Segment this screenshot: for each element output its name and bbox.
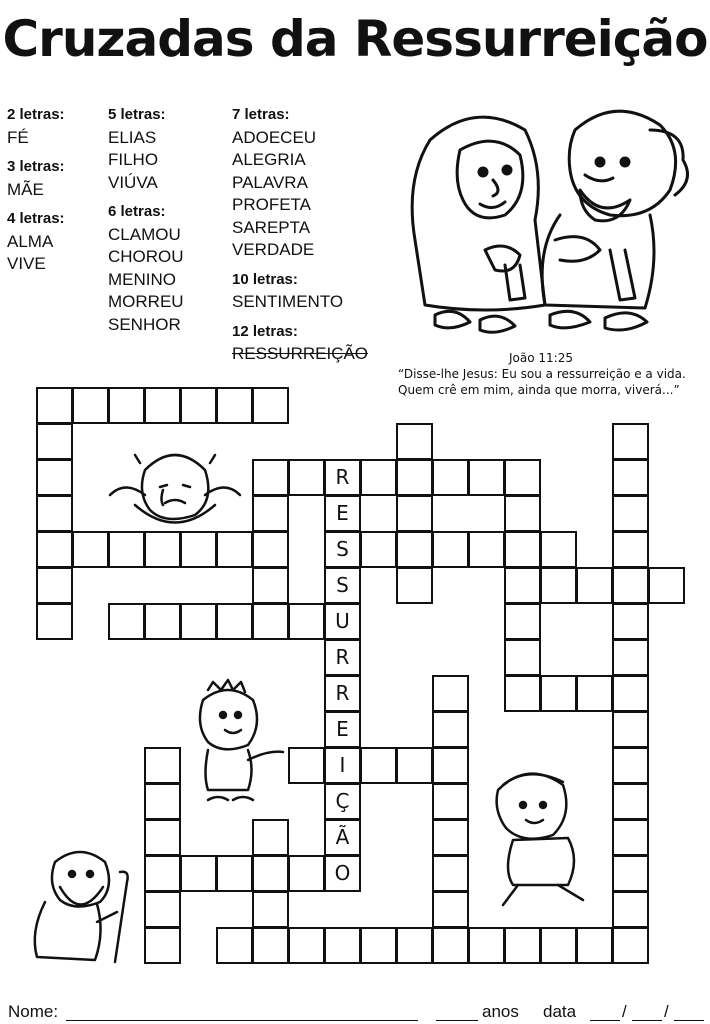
crossword-cell[interactable]: [612, 927, 649, 964]
crossword-cell[interactable]: [612, 531, 649, 568]
crossword-cell[interactable]: [612, 603, 649, 640]
word-group: [7, 103, 65, 149]
crossword-cell[interactable]: [180, 603, 217, 640]
crossword-cell[interactable]: [576, 675, 613, 712]
crossword-cell[interactable]: [252, 927, 289, 964]
crossword-cell[interactable]: [576, 567, 613, 604]
crossword-cell[interactable]: [216, 855, 253, 892]
crossword-cell[interactable]: [360, 747, 397, 784]
crossword-cell[interactable]: [360, 927, 397, 964]
crossword-given-letter-cell[interactable]: E: [324, 711, 361, 748]
crossword-cell[interactable]: [612, 567, 649, 604]
word-item: VIVE: [7, 254, 46, 273]
crossword-given-letter-cell[interactable]: E: [324, 495, 361, 532]
age-field[interactable]: [436, 1020, 478, 1021]
crossword-cell[interactable]: [612, 495, 649, 532]
crossword-cell[interactable]: [252, 891, 289, 928]
verse-line-2: Quem crê em mim, ainda que morra, viverá...”: [398, 383, 680, 397]
crossword-cell[interactable]: [216, 927, 253, 964]
word-item: CLAMOU: [108, 224, 181, 244]
crossword-cell[interactable]: [432, 675, 469, 712]
crossword-cell[interactable]: [504, 603, 541, 640]
crossword-cell[interactable]: [432, 927, 469, 964]
crossword-cell[interactable]: [504, 459, 541, 496]
crossword-cell[interactable]: [612, 819, 649, 856]
word-item: ADOECEU: [232, 127, 317, 147]
crossword-cell[interactable]: [108, 531, 145, 568]
crossword-given-letter-cell[interactable]: R: [324, 675, 361, 712]
boy-pointing-illustration: [183, 680, 283, 810]
crossword-cell[interactable]: [612, 891, 649, 928]
crossword-cell[interactable]: [144, 747, 181, 784]
crossword-cell[interactable]: [432, 855, 469, 892]
word-group: [7, 207, 65, 276]
word-item: ELIAS: [108, 127, 157, 147]
word-list-column-1: [7, 103, 65, 276]
crossword-cell[interactable]: [396, 423, 433, 460]
crossword-cell[interactable]: [288, 747, 325, 784]
crossword-cell[interactable]: [108, 387, 145, 424]
crossword-cell[interactable]: [216, 603, 253, 640]
crossword-given-letter-cell[interactable]: R: [324, 639, 361, 676]
crossword-cell[interactable]: [432, 459, 469, 496]
name-label: Nome:: [8, 1002, 59, 1021]
word-item: MÃE: [7, 179, 44, 199]
crossword-cell[interactable]: [468, 459, 505, 496]
crossword-cell[interactable]: [612, 855, 649, 892]
word-group: [7, 155, 65, 201]
crossword-cell[interactable]: [540, 927, 577, 964]
crossword-cell[interactable]: [396, 747, 433, 784]
word-group: [108, 200, 184, 336]
crossword-cell[interactable]: [504, 675, 541, 712]
crossword-cell[interactable]: [72, 387, 109, 424]
word-group: [108, 103, 184, 194]
crossword-cell[interactable]: [432, 747, 469, 784]
date-slash: /: [664, 1002, 669, 1021]
crossword-cell[interactable]: [252, 387, 289, 424]
crossword-cell[interactable]: [468, 927, 505, 964]
crossword-cell[interactable]: [252, 567, 289, 604]
word-group-header: 12 letras:: [232, 322, 298, 340]
crossword-cell[interactable]: [288, 927, 325, 964]
crossword-cell[interactable]: [252, 819, 289, 856]
word-group: [232, 103, 368, 262]
crossword-cell[interactable]: [36, 603, 73, 640]
crossword-cell[interactable]: [180, 855, 217, 892]
word-list-column-3: [232, 103, 368, 366]
crossword-cell[interactable]: [144, 891, 181, 928]
word-item: VIÚVA: [108, 172, 158, 192]
crossword-cell[interactable]: [576, 927, 613, 964]
word-item: FILHO: [108, 150, 159, 169]
crossword-cell[interactable]: [540, 567, 577, 604]
word-item: PROFETA: [232, 195, 312, 214]
crossword-given-letter-cell[interactable]: Ã: [324, 819, 361, 856]
crossword-cell[interactable]: [144, 927, 181, 964]
crossword-cell[interactable]: [396, 531, 433, 568]
crossword-cell[interactable]: [504, 927, 541, 964]
crossword-cell[interactable]: [432, 891, 469, 928]
crossword-cell[interactable]: [396, 459, 433, 496]
crossword-cell[interactable]: [288, 459, 325, 496]
word-item: VERDADE: [232, 240, 315, 259]
crossword-cell[interactable]: [612, 783, 649, 820]
date-day-field[interactable]: [590, 1020, 620, 1021]
date-month-field[interactable]: [632, 1020, 662, 1021]
crossword-cell[interactable]: [108, 603, 145, 640]
crossword-cell[interactable]: [144, 387, 181, 424]
crossword-cell[interactable]: [360, 459, 397, 496]
crossword-cell[interactable]: [432, 711, 469, 748]
crossword-cell[interactable]: [432, 783, 469, 820]
crossword-given-letter-cell[interactable]: S: [324, 531, 361, 568]
footer: [8, 1002, 708, 1024]
crossword-cell[interactable]: [612, 747, 649, 784]
crossword-given-letter-cell[interactable]: I: [324, 747, 361, 784]
crossword-cell[interactable]: [432, 819, 469, 856]
word-item: MORREU: [108, 292, 184, 311]
word-item: MENINO: [108, 269, 176, 289]
crossword-cell[interactable]: [252, 855, 289, 892]
crying-woman-illustration: [105, 445, 245, 530]
name-field[interactable]: [66, 1020, 418, 1021]
page-title: Cruzadas da Ressurreição: [2, 10, 708, 68]
crossword-cell[interactable]: [612, 459, 649, 496]
crossword-cell[interactable]: [612, 675, 649, 712]
word-item-crossed-out: RESSURREIÇÃO: [232, 344, 369, 363]
crossword-cell[interactable]: [504, 531, 541, 568]
crossword-given-letter-cell[interactable]: S: [324, 567, 361, 604]
word-item: ALMA: [7, 231, 54, 251]
crossword-cell[interactable]: [612, 711, 649, 748]
word-group: [232, 268, 368, 314]
crossword-cell[interactable]: [504, 639, 541, 676]
widow-and-prophet-illustration: [385, 100, 705, 345]
crossword-cell[interactable]: [36, 423, 73, 460]
word-item: CHOROU: [108, 247, 184, 266]
crossword-given-letter-cell[interactable]: U: [324, 603, 361, 640]
crossword-cell[interactable]: [36, 567, 73, 604]
crossword-cell[interactable]: [504, 495, 541, 532]
word-group-header: 7 letras:: [232, 106, 290, 123]
crossword-cell[interactable]: [180, 531, 217, 568]
crossword-cell[interactable]: [216, 387, 253, 424]
crossword-cell[interactable]: [144, 783, 181, 820]
crossword-cell[interactable]: [468, 531, 505, 568]
date-label: data: [543, 1002, 577, 1021]
crossword-cell[interactable]: [144, 855, 181, 892]
word-item: SAREPTA: [232, 217, 311, 237]
crossword-cell[interactable]: [360, 531, 397, 568]
crossword-cell[interactable]: [252, 459, 289, 496]
crossword-cell[interactable]: [216, 531, 253, 568]
word-list-column-2: [108, 103, 184, 336]
crossword-cell[interactable]: [396, 495, 433, 532]
word-item: ALEGRIA: [232, 150, 306, 169]
crossword-cell[interactable]: [288, 603, 325, 640]
word-item: SENTIMENTO: [232, 292, 344, 311]
word-group-header: 4 letras:: [7, 210, 65, 227]
word-item: SENHOR: [108, 314, 181, 334]
crossword-cell[interactable]: [144, 531, 181, 568]
crossword-given-letter-cell[interactable]: O: [324, 855, 361, 892]
crossword-cell[interactable]: [144, 603, 181, 640]
word-group-header: 5 letras:: [108, 106, 166, 123]
age-label: anos: [482, 1002, 519, 1021]
crossword-cell[interactable]: [396, 927, 433, 964]
crossword-cell[interactable]: [612, 639, 649, 676]
word-item: FÉ: [7, 127, 29, 147]
crossword-cell[interactable]: [36, 459, 73, 496]
word-group: [232, 320, 368, 366]
crossword-cell[interactable]: [612, 423, 649, 460]
crossword-given-letter-cell[interactable]: Ç: [324, 783, 361, 820]
crossword-cell[interactable]: [540, 675, 577, 712]
date-year-field[interactable]: [674, 1020, 704, 1021]
crossword-cell[interactable]: [288, 855, 325, 892]
crossword-cell[interactable]: [252, 603, 289, 640]
running-boy-illustration: [488, 760, 598, 910]
crossword-cell[interactable]: [36, 495, 73, 532]
crossword-cell[interactable]: [72, 531, 109, 568]
verse-reference: João 11:25: [509, 351, 573, 365]
crossword-cell[interactable]: [432, 531, 469, 568]
crossword-cell[interactable]: [36, 387, 73, 424]
crossword-cell[interactable]: [396, 567, 433, 604]
crossword-cell[interactable]: [36, 531, 73, 568]
crossword-cell[interactable]: [144, 819, 181, 856]
crossword-given-letter-cell[interactable]: R: [324, 459, 361, 496]
date-slash: /: [622, 1002, 627, 1021]
word-group-header: 2 letras:: [7, 106, 65, 123]
crossword-cell[interactable]: [252, 531, 289, 568]
crossword-cell[interactable]: [252, 495, 289, 532]
word-group-header: 10 letras:: [232, 270, 298, 288]
verse-line-1: “Disse-lhe Jesus: Eu sou a ressurreição e a vida.: [398, 367, 686, 381]
crossword-cell[interactable]: [648, 567, 685, 604]
old-man-with-staff-illustration: [25, 842, 140, 967]
word-item: PALAVRA: [232, 172, 308, 192]
word-group-header: 3 letras:: [7, 158, 65, 175]
word-group-header: 6 letras:: [108, 203, 166, 220]
crossword-cell[interactable]: [504, 567, 541, 604]
crossword-cell[interactable]: [180, 387, 217, 424]
crossword-cell[interactable]: [540, 531, 577, 568]
crossword-cell[interactable]: [324, 927, 361, 964]
